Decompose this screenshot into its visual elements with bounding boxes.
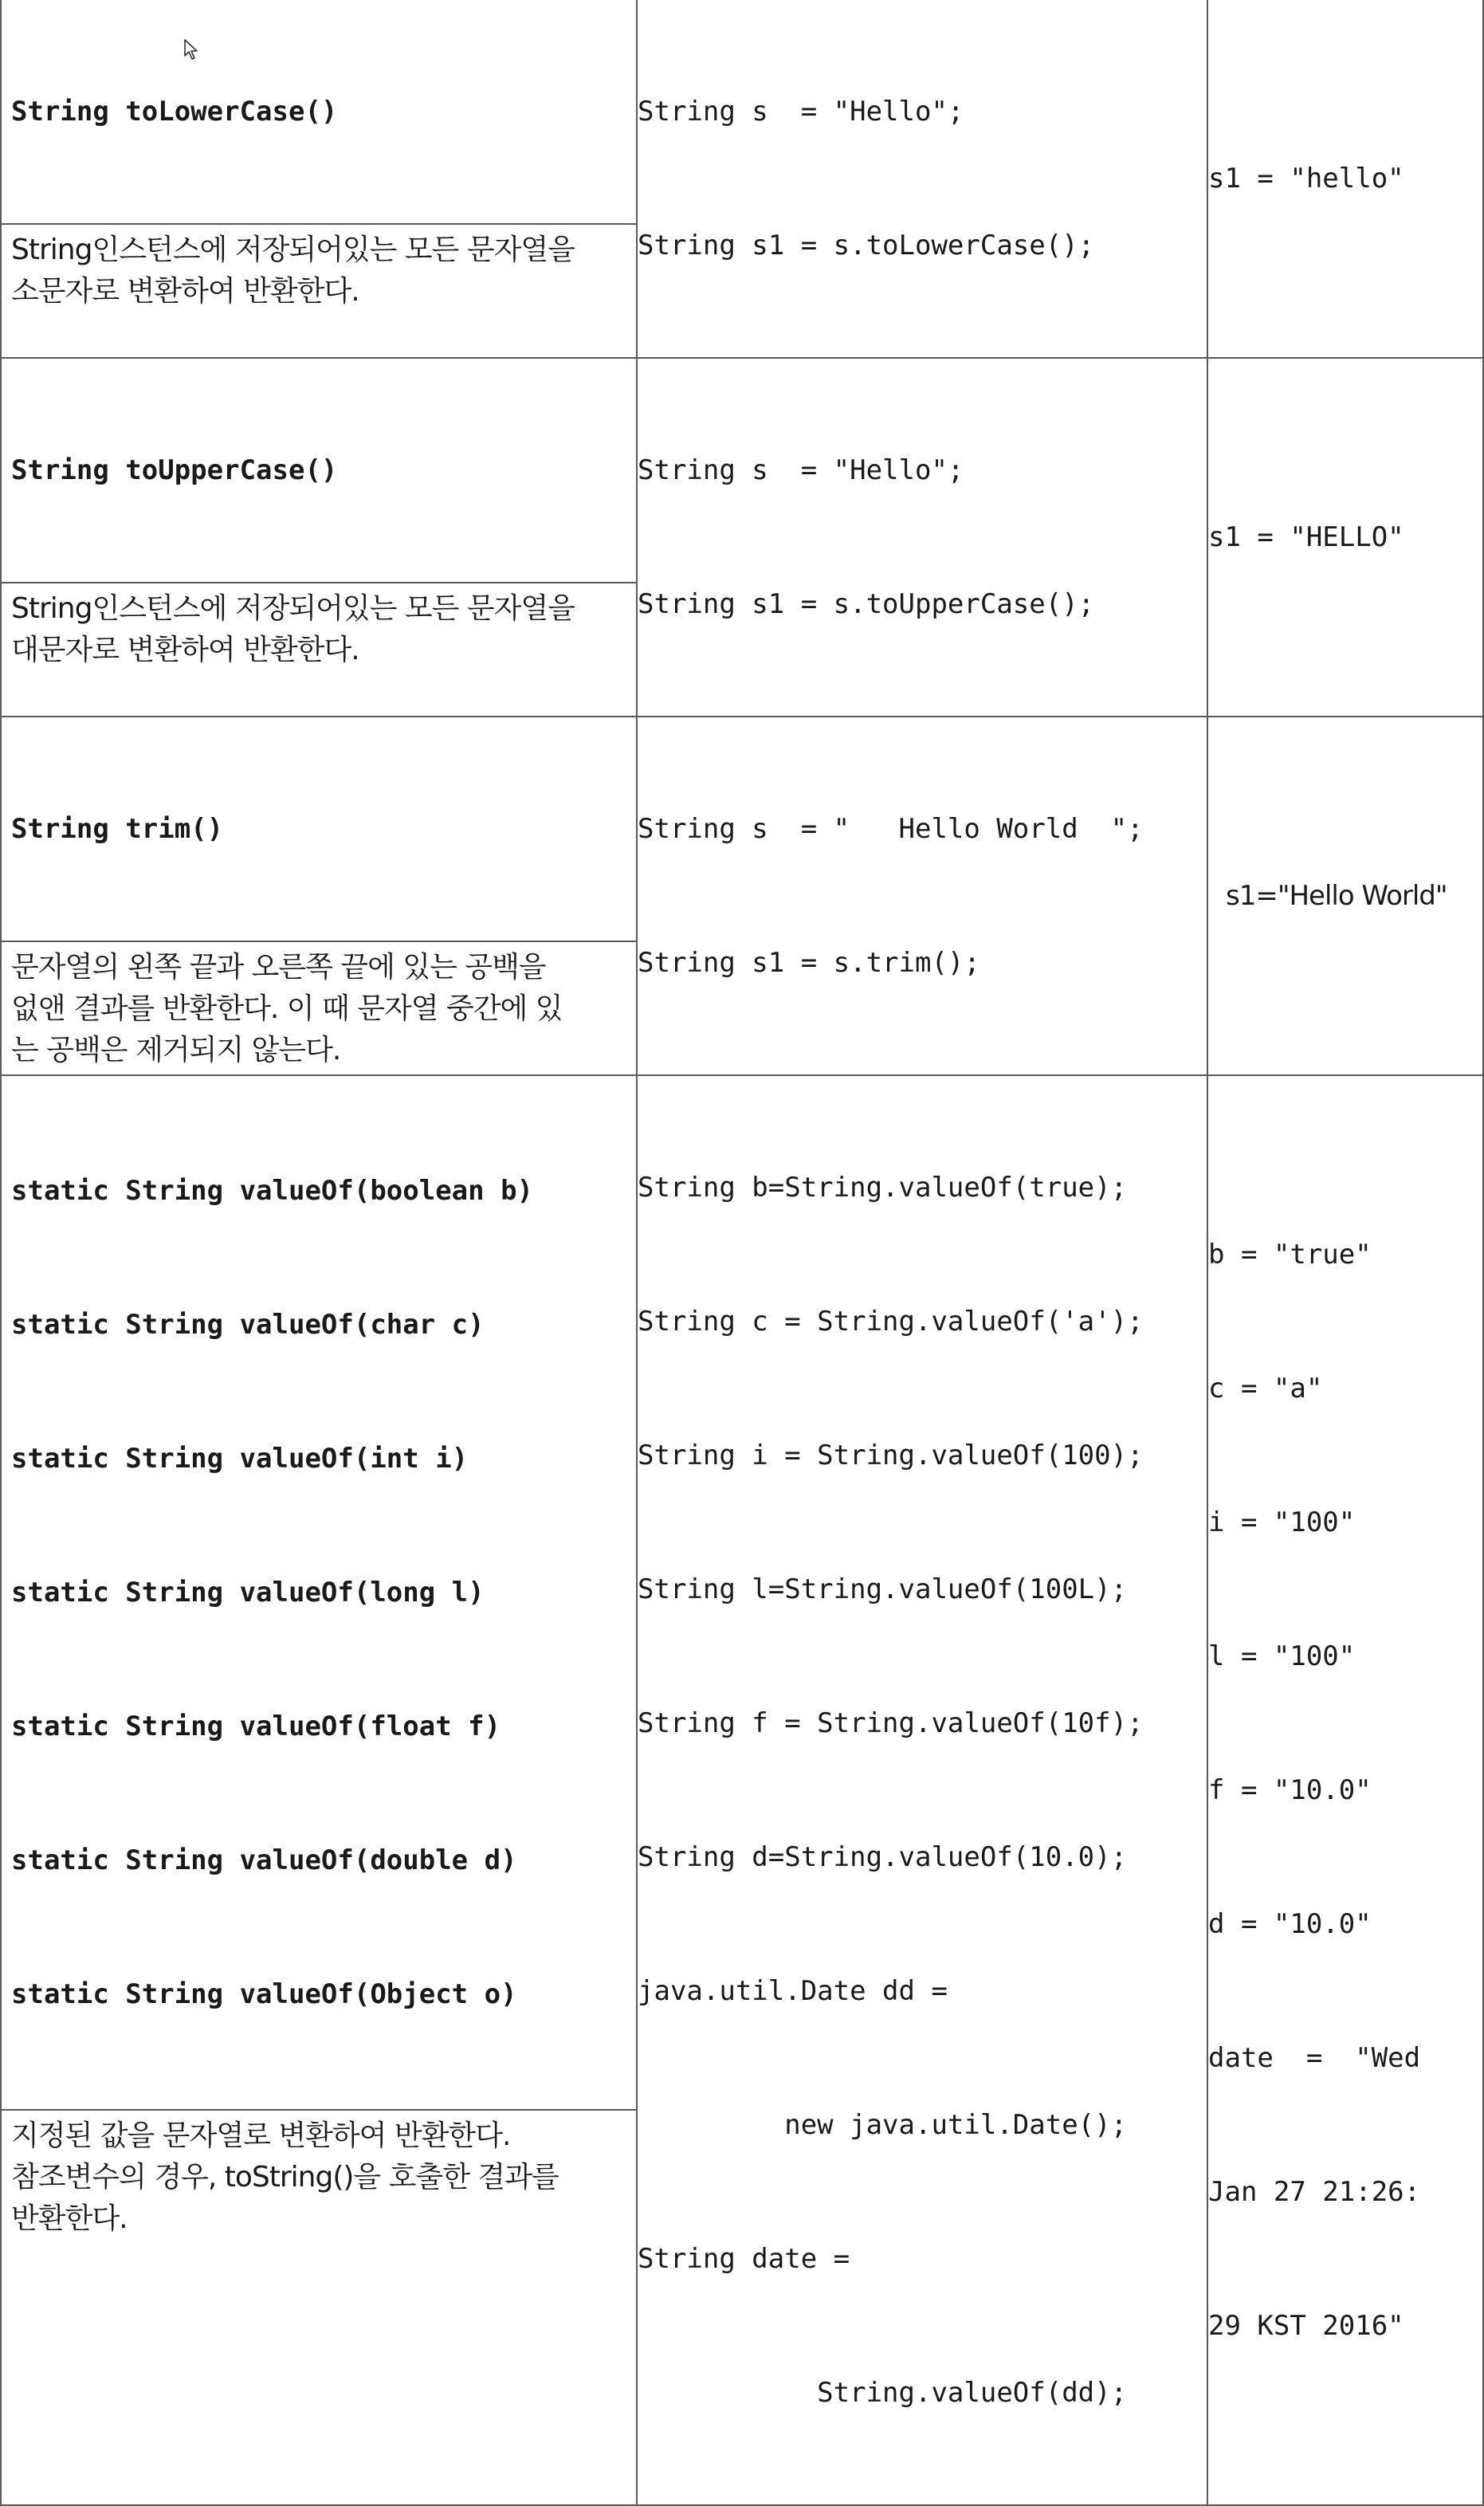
table-row bbox=[1, 717, 1483, 1075]
method-description: String인스턴스에 저장되어있는 모든 문자열을 대문자로 변환하여 반환한다. bbox=[11, 592, 575, 666]
table-row bbox=[1, 358, 1483, 717]
result-cell: s1 = "HELLO" bbox=[1207, 358, 1483, 717]
method-description: 지정된 값을 문자열로 변환하여 반환한다. 참조변수의 경우, toString()을 호출한 결과를 반환한다. bbox=[11, 2119, 559, 2235]
example-code-cell: String s = "Hello"; String s1 = s.toUpperCase(); bbox=[637, 358, 1207, 717]
method-signature: String toLowerCase() bbox=[2, 0, 636, 225]
method-description: String인스턴스에 저장되어있는 모든 문자열을 소문자로 변환하여 반환한다. bbox=[11, 234, 575, 308]
method-cell bbox=[1, 717, 637, 1075]
method-cell bbox=[1, 358, 637, 717]
method-description: 문자열의 왼쪽 끝과 오른쪽 끝에 있는 공백을 없앤 결과를 반환한다. 이 때 문자열 중간에 있 는 공백은 제거되지 않는다. bbox=[11, 951, 563, 1066]
result-cell: b = "true" c = "a" i = "100" l = "100" f = "10.0" d = "10.0" date = "Wed Jan 27 21:26: 29 KST 2016" bbox=[1207, 1075, 1483, 2505]
example-code-cell: String b=String.valueOf(true); String c = String.valueOf('a'); String i = String.valueOf(100); String l=String.valueOf(100L); String f = String.valueOf(10f); String d=String.valueOf(10.0); java.util.Date dd = new java.util.Date(); String date = String.valueOf(dd); bbox=[637, 1075, 1207, 2505]
result-cell: s1 = "hello" bbox=[1207, 0, 1483, 358]
result-cell: s1="Hello World" bbox=[1207, 717, 1483, 1075]
mouse-pointer-icon bbox=[183, 38, 201, 61]
method-cell bbox=[1, 1075, 637, 2505]
example-code-cell: String s = "Hello"; String s1 = s.toLowerCase(); bbox=[637, 0, 1207, 358]
example-code-cell: String s = " Hello World "; String s1 = s.trim(); bbox=[637, 717, 1207, 1075]
table-row bbox=[1, 1075, 1483, 2505]
method-signature: String toUpperCase() bbox=[2, 359, 636, 583]
method-signature: String trim() bbox=[2, 717, 636, 942]
table-row bbox=[1, 0, 1483, 358]
method-cell bbox=[1, 0, 637, 358]
method-signature: static String valueOf(boolean b) static String valueOf(char c) static String valueOf(int i) static String valueOf(long l) static String valueOf(float f) static String valueOf(double d) static String valueOf(Object o) bbox=[2, 1076, 636, 2111]
